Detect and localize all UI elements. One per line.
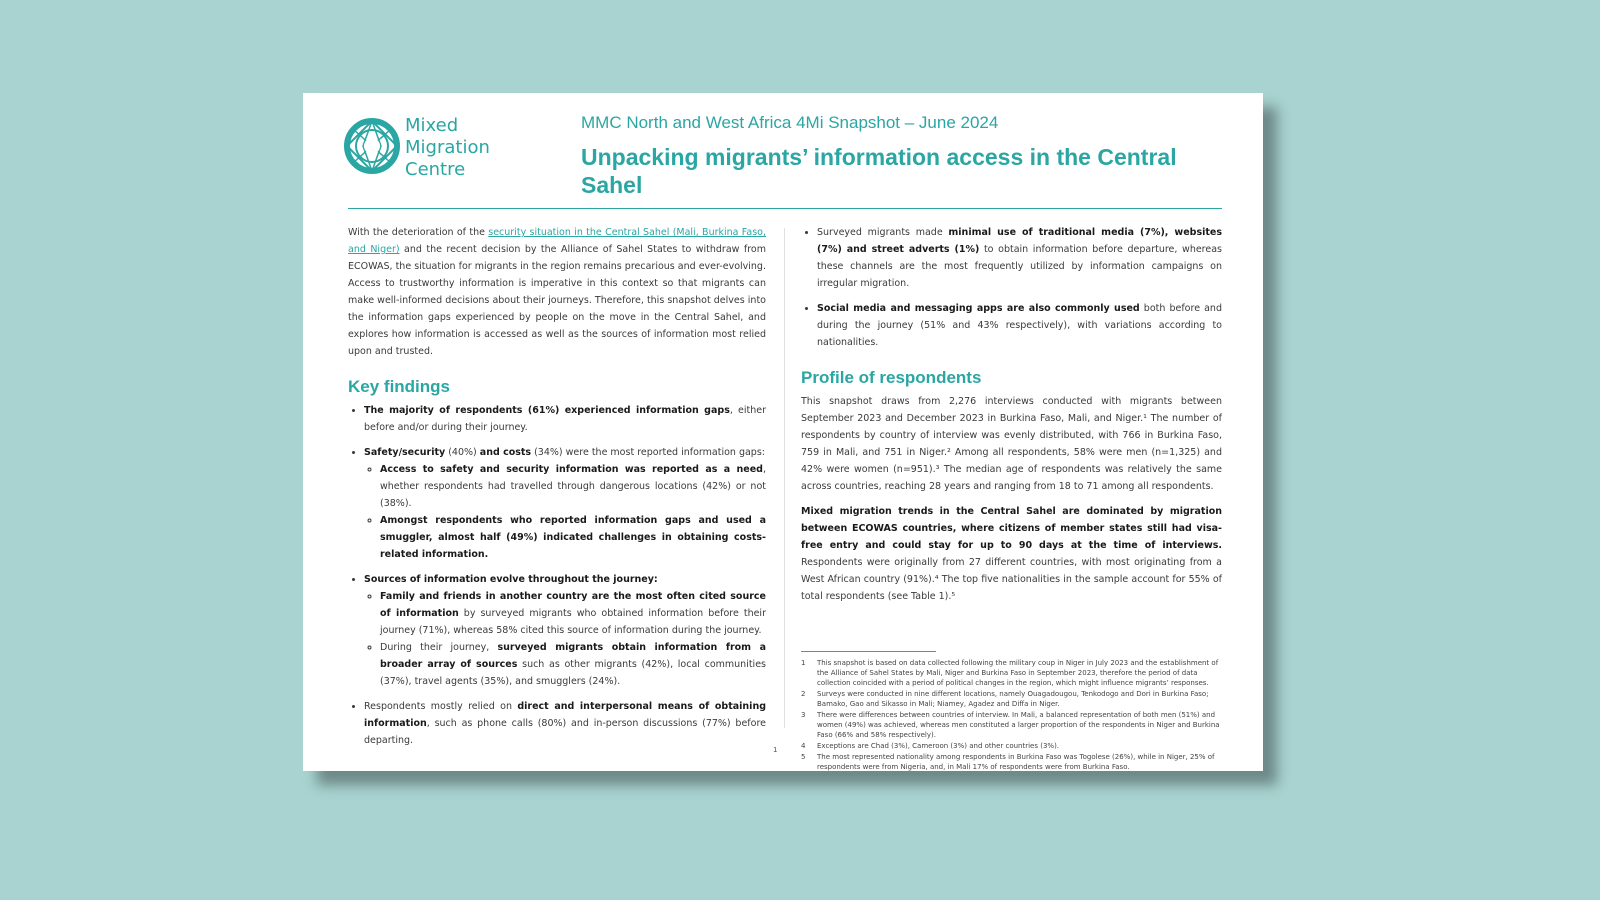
finding-3-bold: Sources of information evolve throughout the journey: xyxy=(364,574,658,585)
mmc-globe-icon xyxy=(341,115,403,177)
finding-4-text: , such as phone calls (80%) and in-person discussions (77%) before departing. xyxy=(364,718,766,746)
key-findings-heading: Key findings xyxy=(348,377,451,396)
left-column xyxy=(348,224,766,757)
finding-3 xyxy=(364,571,766,690)
column-divider xyxy=(784,228,785,728)
finding-2-bold-1: Safety/security xyxy=(364,447,446,458)
finding-3-sub-1-bold: Family and friends in another country are the most often cited source of information xyxy=(380,591,766,619)
footnote xyxy=(801,741,1222,751)
footnote-number: 1 xyxy=(801,659,806,667)
finding-4 xyxy=(364,698,766,749)
finding-3-sublist xyxy=(364,588,766,690)
finding-3-sub-1-text: by surveyed migrants who obtained information before their journey (71%), whereas 58% cited this source of information during the journey. xyxy=(380,608,766,636)
finding-1-bold: The majority of respondents (61%) experienced information gaps xyxy=(364,405,730,416)
footnote xyxy=(801,689,1222,709)
finding-6-text: both before and during the journey (51% and 43% respectively), with variations according to nationalities. xyxy=(817,303,1222,348)
mmc-logo xyxy=(341,115,511,185)
finding-2-text: (34%) were the most reported information gaps: xyxy=(531,447,765,458)
intro-paragraph xyxy=(348,224,766,360)
footnotes xyxy=(801,658,1222,772)
finding-1 xyxy=(364,402,766,436)
footnote-text: There were differences between countries of interview. In Mali, a balanced representation of both men (51%) and women (49%) was achieved, whereas men constituted a larger proportion of the respondents in Niger and Burkina Faso (66% and 58% respectively). xyxy=(817,711,1220,739)
finding-4-pre: Respondents mostly relied on xyxy=(364,701,518,712)
footnote xyxy=(801,752,1222,772)
finding-2-bold-2: and costs xyxy=(479,447,532,458)
intro-text-2: and the recent decision by the Alliance of Sahel States to withdraw from ECOWAS, the situation for migrants in the region remains precarious and ever-evolving. Access to trustworthy information is imperative in this context so that migrants can make well-informed decisions about their journeys. Therefore, this snapshot delves into the information gaps experienced by people on the move in the Central Sahel, and explores how information is accessed as well as the sources of information most relied upon and trusted. xyxy=(348,244,766,357)
finding-3-sub-2-pre: During their journey, xyxy=(380,642,498,653)
right-column xyxy=(801,224,1222,773)
footnote-text: This snapshot is based on data collected following the military coup in Niger in July 2023 and the establishment of the Alliance of Sahel States by Mali, Niger and Burkina Faso in September 2023, therefore the period of data collection coincided with a period of political changes in the region, which might influence migrants’ responses. xyxy=(817,659,1219,687)
finding-2-sub-1 xyxy=(380,461,766,512)
security-situation-link[interactable]: security situation in the Central Sahel (Mali, Burkina Faso, and Niger) xyxy=(348,227,766,255)
finding-2 xyxy=(364,444,766,563)
finding-3-sub-2-bold: surveyed migrants obtain information from a broader array of sources xyxy=(380,642,766,670)
right-findings-list xyxy=(801,224,1222,351)
finding-3-sub-2-text: such as other migrants (42%), local communities (37%), travel agents (35%), and smugglers (24%). xyxy=(380,659,766,687)
finding-2-sublist xyxy=(364,461,766,563)
finding-2-sub-2-bold: Amongst respondents who reported information gaps and used a smuggler, almost half (49%) indicated challenges in obtaining costs-related information. xyxy=(380,515,766,560)
footnote-number: 4 xyxy=(801,742,806,750)
footnote-number: 5 xyxy=(801,753,806,761)
finding-2-sub-2 xyxy=(380,512,766,563)
footnote-text: The most represented nationality among respondents in Burkina Faso was Togolese (26%), while in Niger, 25% of respondents were from Nigeria, and, in Mali 17% of respondents were from Burkina Faso. xyxy=(817,753,1215,771)
finding-2-sub-1-text: , whether respondents had travelled through dangerous locations (42%) or not (38%). xyxy=(380,464,766,509)
finding-5 xyxy=(817,224,1222,292)
header-rule xyxy=(348,208,1222,209)
finding-4-bold: direct and interpersonal means of obtaining information xyxy=(364,701,767,729)
profile-paragraph-2-text: Respondents were originally from 27 different countries, with most originating from a West African country (91%).⁴ The top five nationalities in the sample account for 55% of total respondents (see Table 1).⁵ xyxy=(801,557,1222,602)
logo-word-2: Migration xyxy=(405,137,490,158)
profile-heading: Profile of respondents xyxy=(801,368,982,387)
document-subtitle: MMC North and West Africa 4Mi Snapshot – June 2024 xyxy=(581,113,999,132)
footnote-text: Exceptions are Chad (3%), Cameroon (3%) and other countries (3%). xyxy=(817,742,1060,750)
finding-2-sub-1-bold: Access to safety and security information was reported as a need xyxy=(380,464,763,475)
finding-2-mid: (40%) xyxy=(445,447,480,458)
finding-6-bold: Social media and messaging apps are also commonly used xyxy=(817,303,1140,314)
document-page xyxy=(303,93,1263,771)
footnote xyxy=(801,710,1222,740)
document-title: Unpacking migrants’ information access in the Central Sahel xyxy=(581,144,1177,198)
page-number: 1 xyxy=(773,746,778,754)
finding-5-text: to obtain information before departure, whereas these channels are the most frequently utilized by information campaigns on irregular migration. xyxy=(817,244,1222,289)
intro-text-1: With the deterioration of the xyxy=(348,227,489,238)
finding-3-sub-2 xyxy=(380,639,766,690)
footnote-text: Surveys were conducted in nine different locations, namely Ouagadougou, Tenkodogo and Dori in Burkina Faso; Bamako, Gao and Sikasso in Mali; Niamey, Agadez and Diffa in Niger. xyxy=(817,690,1209,708)
finding-5-bold: minimal use of traditional media (7%), websites (7%) and street adverts (1%) xyxy=(817,227,1222,255)
footnote-number: 3 xyxy=(801,711,806,719)
key-findings-list xyxy=(348,402,766,749)
finding-5-pre: Surveyed migrants made xyxy=(817,227,949,238)
footnote-number: 2 xyxy=(801,690,806,698)
footnote-rule xyxy=(801,651,936,652)
profile-paragraph-1: This snapshot draws from 2,276 interviews conducted with migrants between September 2023 and December 2023 in Burkina Faso, Mali, and Niger.¹ The number of respondents by country of interview was evenly distributed, with 766 in Burkina Faso, 759 in Mali, and 751 in Niger.² Among all respondents, 58% were men (n=1,325) and 42% were women (n=951).³ The median age of respondents was relatively the same across countries, reaching 28 years and ranging from 18 to 71 among all respondents. xyxy=(801,396,1222,492)
finding-1-text: , either before and/or during their journey. xyxy=(364,405,766,433)
profile-paragraph-2-bold: Mixed migration trends in the Central Sahel are dominated by migration between ECOWAS countries, where citizens of member states still had visa-free entry and could stay for up to 90 days at the time of interviews. xyxy=(801,506,1222,551)
logo-wordmark xyxy=(405,115,490,181)
logo-word-3: Centre xyxy=(405,159,466,180)
profile-paragraph-2 xyxy=(801,503,1222,605)
footnote xyxy=(801,658,1222,688)
finding-3-sub-1 xyxy=(380,588,766,639)
finding-6 xyxy=(817,300,1222,351)
logo-word-1: Mixed xyxy=(405,115,459,136)
